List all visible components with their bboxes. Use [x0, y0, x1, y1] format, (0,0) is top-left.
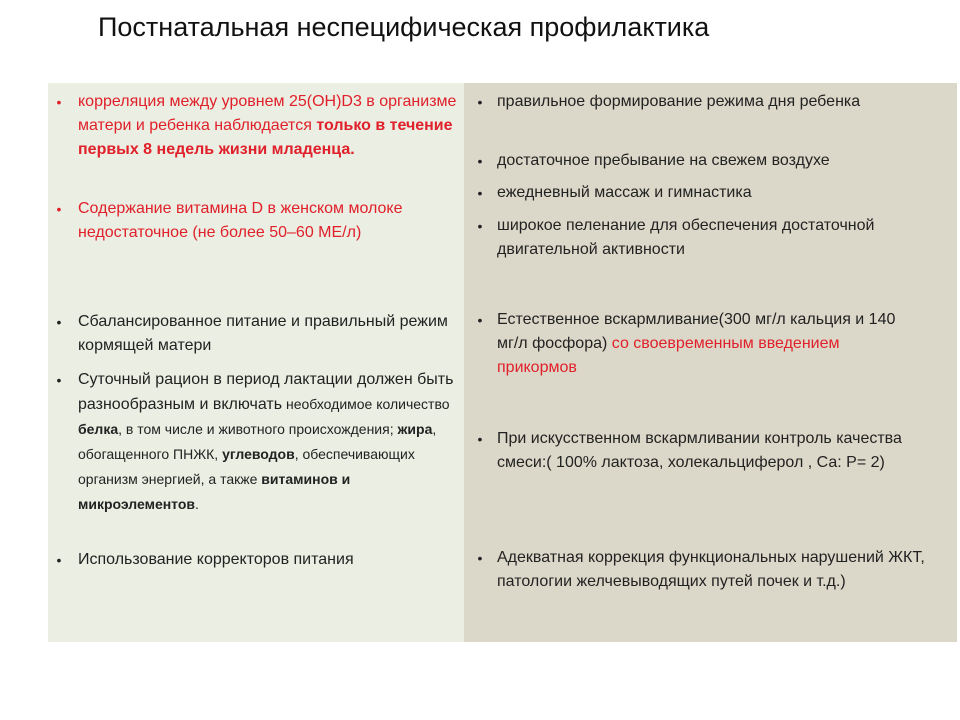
right-bullet-7: • [477, 550, 483, 566]
ration-text-4: , обогащенного ПНЖК, [78, 421, 437, 462]
breastfeeding-red-1: со [611, 335, 634, 352]
right-bullet-3: • [477, 185, 483, 201]
ration-text-3: , в том числе и животного происхождения; [118, 421, 398, 437]
left-bullet-3: • [56, 314, 62, 330]
left-item-correlation [78, 90, 464, 162]
left-item-balanced-nutrition: Сбалансированное питание и правильный режим кормящей матери [78, 313, 448, 354]
right-bullet-2: • [477, 153, 483, 169]
right-item-breastfeeding [497, 308, 897, 380]
ration-text: Суточный рацион в период лактации должен быть разнообразным и включать [78, 371, 454, 413]
right-item-formula-feeding: При искусственном вскармливании контроль качества смеси:( 100% лактоза, холекальциферол , Са: Р= 2) [497, 430, 902, 471]
right-item-massage: ежедневный массаж и гимнастика [497, 184, 752, 201]
carbs-emphasis: углеводов [222, 446, 295, 462]
right-item-day-regime: правильное формирование режима дня ребенка [497, 93, 861, 110]
left-item-daily-ration [78, 368, 464, 517]
left-bullet-4: • [56, 372, 62, 388]
correlation-emphasis: только в течение первых 8 недель жизни младенца. [78, 117, 453, 158]
ration-text-5: , обеспечивающих организм энергией, а также [78, 446, 415, 487]
breastfeeding-text: Естественное вскармливание(300 мг/л кальция и 140 мг/л фосфора) [497, 311, 896, 352]
ration-text-2: необходимое количество [282, 396, 450, 412]
right-bullet-5: • [477, 312, 483, 328]
protein-emphasis: белка [78, 421, 119, 437]
right-item-fresh-air: достаточное пребывание на свежем воздухе [497, 152, 830, 169]
right-bullet-1: • [477, 94, 483, 110]
right-bullet-4: • [477, 218, 483, 234]
left-item-correctors: Использование корректоров питания [78, 551, 354, 568]
right-bullet-6: • [477, 431, 483, 447]
left-item-vitamin-d-milk: Содержание витамина D в женском молоке недостаточное (не более 50–60 МЕ/л) [78, 200, 403, 241]
slide-title: Постнатальная неспецифическая профилактика [98, 12, 710, 42]
fat-emphasis: жира [397, 421, 433, 437]
left-bullet-5: • [56, 552, 62, 568]
right-item-swaddling: широкое пеленание для обеспечения достаточной двигательной активности [497, 217, 875, 258]
correlation-text: корреляция между уровнем 25(ОН)D3 в организме матери и ребенка наблюдается [78, 93, 457, 134]
left-bullet-1: • [56, 94, 62, 110]
left-bullet-2: • [56, 201, 62, 217]
breastfeeding-red-2: своевременным введением прикормов [497, 335, 840, 376]
right-item-gi-correction: Адекватная коррекция функциональных нарушений ЖКТ, патологии желчевыводящих путей почек и т.д.) [497, 549, 925, 590]
vitamins-emphasis: витаминов и микроэлементов [78, 471, 351, 512]
ration-text-6: . [195, 496, 199, 512]
